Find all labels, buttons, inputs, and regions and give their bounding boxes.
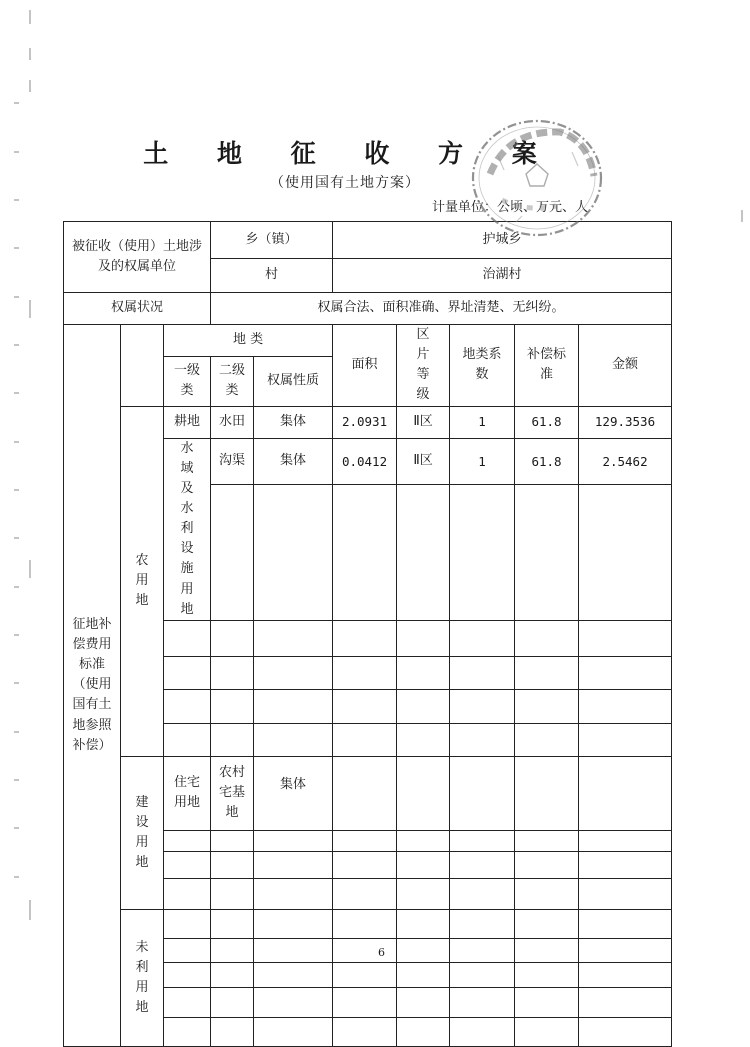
header-coef: 地类系数 <box>450 325 515 407</box>
header-level1: 一级类 <box>164 356 211 406</box>
section-label: 征地补偿费用标准（使用国有土地参照补偿） <box>64 325 121 1047</box>
construction-l2: 农村宅基地 <box>211 756 254 830</box>
village-value: 治湖村 <box>333 259 672 293</box>
row-2-coef: 1 <box>450 438 515 485</box>
row-1-zone: Ⅱ区 <box>397 406 450 438</box>
row-1-l2: 水田 <box>211 406 254 438</box>
row-1-l1: 耕地 <box>164 406 211 438</box>
row-1-nature: 集体 <box>254 406 333 438</box>
category-construction: 建设用地 <box>121 756 164 909</box>
category-unused: 未利用地 <box>121 909 164 1046</box>
header-land-type: 地 类 <box>164 325 333 357</box>
page-number: 6 <box>378 946 385 959</box>
category-agri: 农用地 <box>121 406 164 756</box>
row-2-l1: 水域及水利设施用地 <box>164 438 211 620</box>
row-2-standard: 61.8 <box>515 438 579 485</box>
row-2-nature: 集体 <box>254 438 333 485</box>
header-zone: 区片等级 <box>397 325 450 407</box>
ownership-label: 权属状况 <box>64 293 211 325</box>
unit-label: 计量单位：公顷、万元、人 <box>432 200 589 215</box>
construction-nature: 集体 <box>254 756 333 830</box>
row-1-standard: 61.8 <box>515 406 579 438</box>
row-2-zone: Ⅱ区 <box>397 438 450 485</box>
ownership-value: 权属合法、面积准确、界址清楚、无纠纷。 <box>211 293 672 325</box>
document-title: 土 地 征 收 方 案 <box>143 139 557 168</box>
official-seal-stamp <box>468 116 606 240</box>
row-2-amount: 2.5462 <box>579 438 672 485</box>
row-1-amount: 129.3536 <box>579 406 672 438</box>
construction-l1: 住宅用地 <box>164 756 211 830</box>
township-label: 乡（镇） <box>211 222 333 259</box>
header-standard: 补偿标准 <box>515 325 579 407</box>
land-acquisition-table <box>63 221 672 1047</box>
owner-label: 被征收（使用）土地涉及的权属单位 <box>64 222 211 293</box>
header-nature: 权属性质 <box>254 356 333 406</box>
document-subtitle: （使用国有土地方案） <box>270 175 420 191</box>
township-value: 护城乡 <box>333 222 672 259</box>
row-2-area: 0.0412 <box>333 438 397 485</box>
header-area: 面积 <box>333 325 397 407</box>
village-label: 村 <box>211 259 333 293</box>
row-1-coef: 1 <box>450 406 515 438</box>
row-1-area: 2.0931 <box>333 406 397 438</box>
header-level2: 二级类 <box>211 356 254 406</box>
row-2-l2: 沟渠 <box>211 438 254 485</box>
header-amount: 金额 <box>579 325 672 407</box>
